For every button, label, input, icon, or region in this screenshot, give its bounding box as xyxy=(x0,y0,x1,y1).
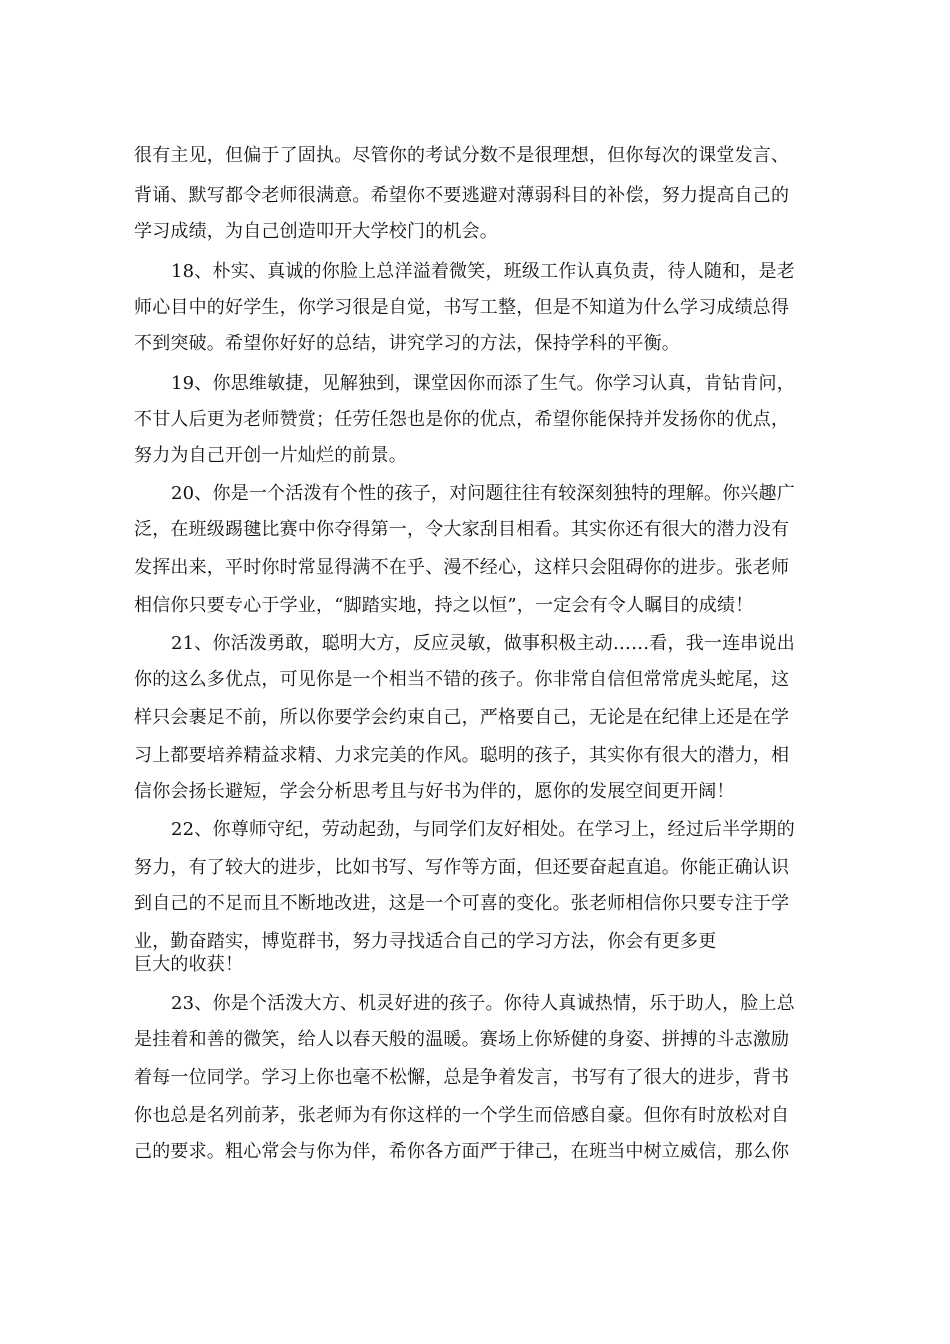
text-line: 巨大的收获！ xyxy=(134,954,244,975)
text-line: 努力，有了较大的进步，比如书写、写作等方面，但还要奋起直追。你能正确认识 xyxy=(134,857,790,878)
text-line: 学习成绩，为自己创造叩开大学校门的机会。 xyxy=(134,221,498,242)
paragraph-23-start: 23、你是个活泼大方、机灵好进的孩子。你待人真诚热情，乐于助人，脸上总 xyxy=(171,993,795,1014)
paragraph-18-start: 18、朴实、真诚的你脸上总洋溢着微笑，班级工作认真负责，待人随和，是老 xyxy=(171,261,795,282)
text-line: 努力为自己开创一片灿烂的前景。 xyxy=(134,445,407,466)
paragraph-22-start: 22、你尊师守纪，劳动起劲，与同学们友好相处。在学习上，经过后半学期的 xyxy=(171,819,795,840)
text-line: 习上都要培养精益求精、力求完美的作风。聪明的孩子，其实你有很大的潜力，相 xyxy=(134,745,790,766)
text-line: 信你会扬长避短，学会分析思考且与好书为伴的，愿你的发展空间更开阔！ xyxy=(134,781,735,802)
text-line: 是挂着和善的微笑，给人以春天般的温暖。赛场上你矫健的身姿、拼搏的斗志激励 xyxy=(134,1029,790,1050)
text-line: 己的要求。粗心常会与你为伴，希你各方面严于律己，在班当中树立威信，那么你 xyxy=(134,1141,790,1162)
text-line: 样只会裹足不前，所以你要学会约束自己，严格要自己，无论是在纪律上还是在学 xyxy=(134,707,790,728)
text-line: 师心目中的好学生，你学习很是自觉，书写工整，但是不知道为什么学习成绩总得 xyxy=(134,297,790,318)
paragraph-20-start: 20、你是一个活泼有个性的孩子，对问题往往有较深刻独特的理解。你兴趣广 xyxy=(171,483,795,504)
text-line: 相信你只要专心于学业，“脚踏实地，持之以恒”，一定会有令人瞩目的成绩！ xyxy=(134,595,754,616)
paragraph-19-start: 19、你思维敏捷，见解独到，课堂因你而添了生气。你学习认真，肯钻肯问， xyxy=(171,373,795,394)
text-line: 业，勤奋踏实，博览群书，努力寻找适合自己的学习方法，你会有更多更 xyxy=(134,931,717,952)
text-line: 不甘人后更为老师赞赏；任劳任怨也是你的优点，希望你能保持并发扬你的优点， xyxy=(134,409,790,430)
text-line: 到自己的不足而且不断地改进，这是一个可喜的变化。张老师相信你只要专注于学 xyxy=(134,893,790,914)
text-line: 背诵、默写都令老师很满意。希望你不要逃避对薄弱科目的补偿，努力提高自己的 xyxy=(134,185,790,206)
text-line: 着每一位同学。学习上你也毫不松懈，总是争着发言，书写有了很大的进步，背书 xyxy=(134,1067,790,1088)
paragraph-21-start: 21、你活泼勇敢，聪明大方，反应灵敏，做事积极主动……看，我一连串说出 xyxy=(171,633,795,654)
text-line: 你的这么多优点，可见你是一个相当不错的孩子。你非常自信但常常虎头蛇尾，这 xyxy=(134,669,790,690)
text-line: 不到突破。希望你好好的总结，讲究学习的方法，保持学科的平衡。 xyxy=(134,333,680,354)
text-line: 发挥出来，平时你时常显得满不在乎、漫不经心，这样只会阻碍你的进步。张老师 xyxy=(134,557,790,578)
text-line: 泛，在班级踢毽比赛中你夺得第一，令大家刮目相看。其实你还有很大的潜力没有 xyxy=(134,519,790,540)
text-line: 你也总是名列前茅，张老师为有你这样的一个学生而倍感自豪。但你有时放松对自 xyxy=(134,1105,790,1126)
text-line: 很有主见，但偏于了固执。尽管你的考试分数不是很理想，但你每次的课堂发言、 xyxy=(134,145,790,166)
